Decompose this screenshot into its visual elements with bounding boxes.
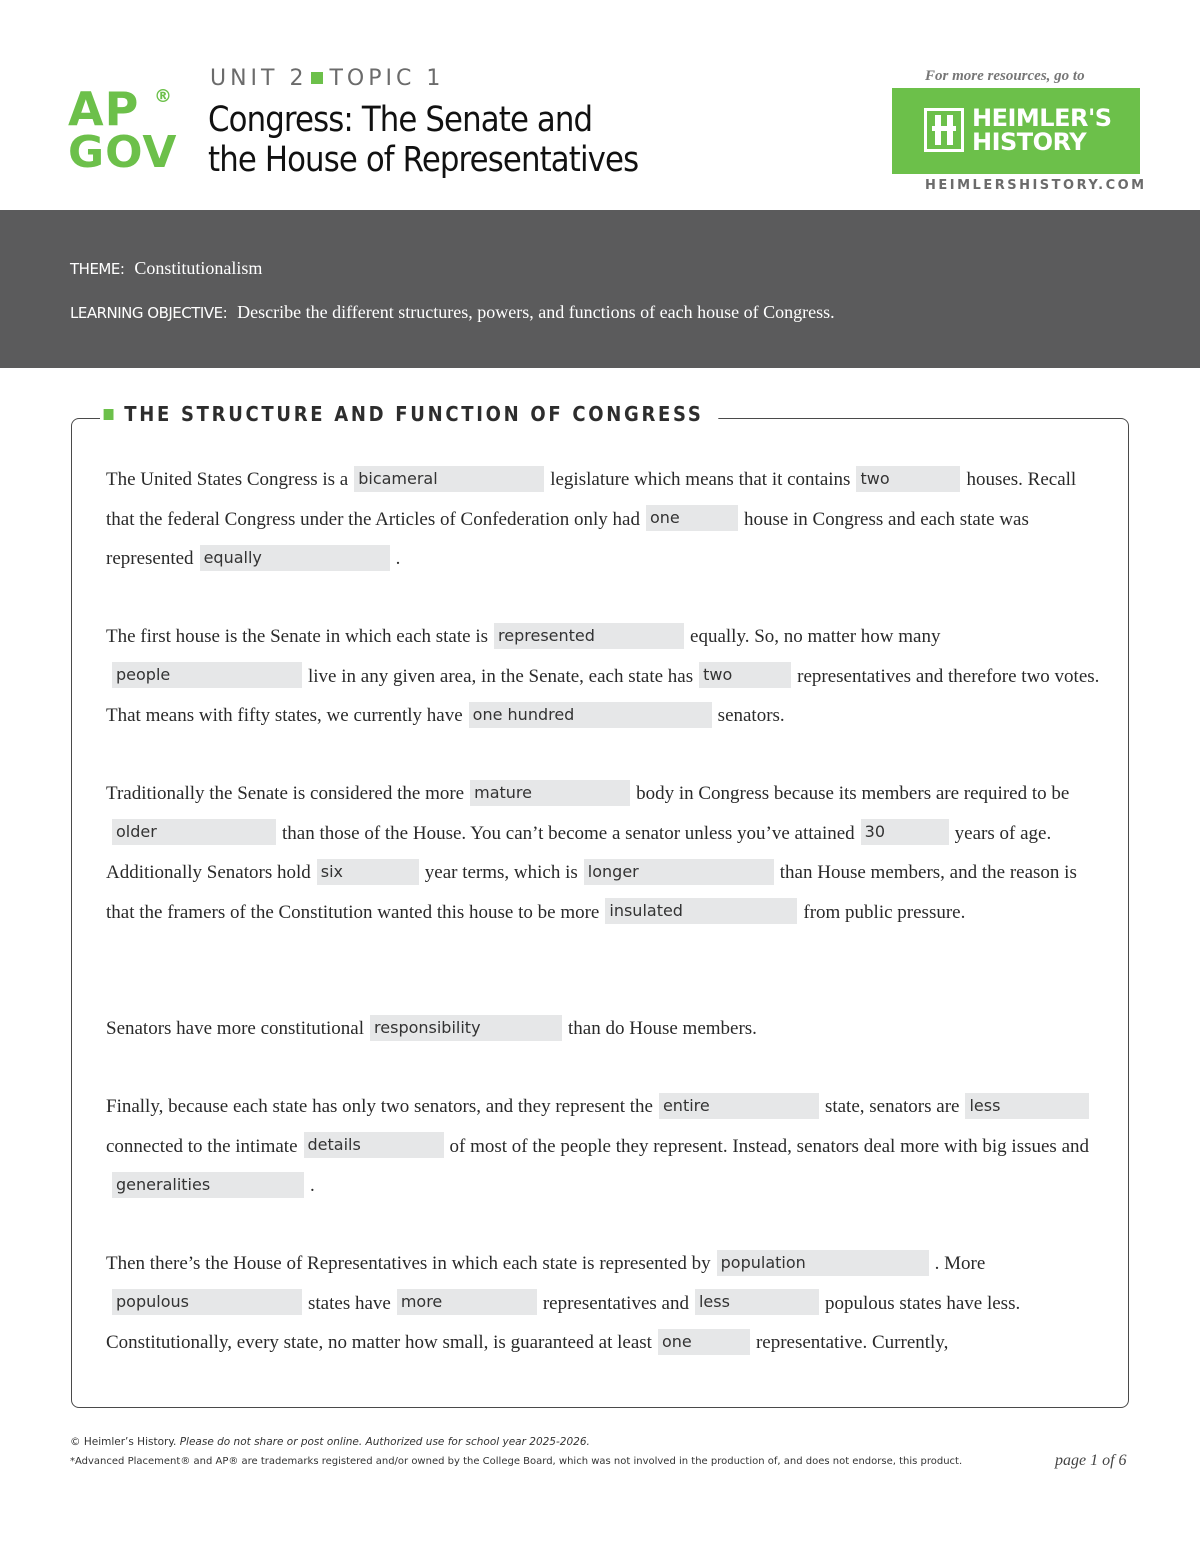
blank-field[interactable]: one — [646, 505, 738, 531]
paragraph-6 — [106, 1244, 1106, 1363]
blank-field[interactable]: insulated — [605, 898, 797, 924]
text: years of age. Additionally Senators hold — [106, 822, 1052, 883]
blank-field[interactable]: entire — [659, 1093, 819, 1119]
text: state, senators are — [824, 1096, 960, 1117]
title-line-1: Congress: The Senate and — [208, 100, 593, 140]
text: house in Congress and each state was represented — [106, 508, 1029, 569]
copyright-text: © Heimler’s History. — [70, 1436, 177, 1448]
text: than House members, and the reason is that the framers of the Constitution wanted this house to be more — [106, 862, 1077, 923]
topic-label: TOPIC 1 — [329, 66, 445, 91]
paragraph-3 — [106, 774, 1106, 932]
footer-copyright — [70, 1436, 590, 1448]
theme-value: Constitutionalism — [134, 258, 263, 278]
text: . — [395, 548, 401, 569]
section-title — [100, 402, 718, 426]
theme-label: THEME: — [70, 260, 125, 278]
blank-field[interactable]: population — [717, 1250, 929, 1276]
text: connected to the intimate — [106, 1135, 298, 1157]
blank-field[interactable]: older — [112, 819, 276, 845]
blank-field[interactable]: populous — [112, 1289, 302, 1315]
footer-trademark: *Advanced Placement® and AP® are trademarks registered and/or owned by the College Board, which was not involved in the production of, and does not endorse, this product. — [70, 1456, 963, 1467]
blank-field[interactable]: two — [699, 662, 791, 688]
text: Then there’s the House of Representatives in which each state is represented by — [106, 1253, 711, 1274]
objective-value: Describe the different structures, powers, and functions of each house of Congress. — [237, 302, 835, 322]
text: than those of the House. You can’t become a senator unless you’ve attained — [282, 822, 855, 844]
notice-text: Please do not share or post online. Authorized use for school year 2025-2026. — [179, 1436, 590, 1448]
text: representatives and — [542, 1292, 689, 1314]
text: equally. So, no matter how many — [690, 626, 941, 647]
blank-field[interactable]: mature — [470, 780, 630, 806]
theme-row — [70, 258, 262, 279]
paragraph-5 — [106, 1087, 1106, 1206]
text: populous states have less. Constitutionally, every state, no matter how small, is guaranteed at least — [106, 1292, 1021, 1353]
blank-field[interactable]: 30 — [861, 819, 949, 845]
resources-label: For more resources, go to — [925, 68, 1085, 84]
text: representatives and therefore two votes. That means with fifty states, we currently have — [106, 665, 1100, 726]
text: from public pressure. — [803, 901, 966, 923]
blank-field[interactable]: bicameral — [354, 466, 544, 492]
page-title — [208, 100, 638, 180]
blank-field[interactable]: equally — [200, 545, 390, 571]
square-icon — [104, 409, 114, 420]
unit-topic — [210, 66, 444, 91]
objective-row — [70, 302, 835, 323]
brand-line-2: HISTORY — [972, 128, 1087, 156]
blank-field[interactable]: people — [112, 662, 302, 688]
section-title-text: THE STRUCTURE AND FUNCTION OF CONGRESS — [124, 402, 704, 426]
blank-field[interactable]: one — [658, 1329, 750, 1355]
blank-field[interactable]: less — [695, 1289, 819, 1315]
text: than do House members. — [568, 1018, 757, 1039]
paragraph-2 — [106, 617, 1106, 736]
text: legislature which means that it contains — [550, 469, 851, 490]
brand-name — [972, 106, 1112, 154]
blank-field[interactable]: details — [304, 1132, 444, 1158]
logo-reg: ® — [154, 86, 173, 107]
text: representative. Currently, — [755, 1332, 949, 1353]
website-link[interactable]: HEIMLERSHISTORY.COM — [925, 178, 1147, 193]
blank-field[interactable]: more — [397, 1289, 537, 1315]
blank-field[interactable]: less — [965, 1093, 1089, 1119]
logo-gov: GOV — [68, 126, 178, 178]
text: . — [310, 1175, 315, 1196]
h-logo-bar — [932, 126, 956, 131]
text: senators. — [717, 705, 785, 726]
text: year terms, which is — [424, 862, 578, 883]
theme-band — [0, 210, 1200, 368]
brand-line-1: HEIMLER'S — [972, 104, 1112, 132]
text: states have — [308, 1292, 391, 1314]
objective-label: LEARNING OBJECTIVE: — [70, 304, 228, 322]
blank-field[interactable]: represented — [494, 623, 684, 649]
ap-gov-logo — [68, 82, 198, 178]
text: Senators have more constitutional — [106, 1018, 365, 1039]
blank-field[interactable]: six — [317, 859, 419, 885]
text: live in any given area, in the Senate, each state has — [308, 665, 694, 687]
blank-field[interactable]: two — [856, 466, 960, 492]
paragraph-4 — [106, 1009, 1106, 1049]
blank-field[interactable]: responsibility — [370, 1015, 562, 1041]
logo-ap: AP — [68, 82, 140, 136]
text: The United States Congress is a — [106, 469, 349, 490]
square-icon — [311, 72, 323, 84]
unit-label: UNIT 2 — [210, 66, 308, 91]
blank-field[interactable]: generalities — [112, 1172, 304, 1198]
text: The first house is the Senate in which each state is — [106, 626, 489, 647]
text: of most of the people they represent. Instead, senators deal more with big issues and — [449, 1135, 1090, 1157]
blank-field[interactable]: longer — [584, 859, 774, 885]
page-number: page 1 of 6 — [1055, 1452, 1127, 1469]
heimlers-history-logo[interactable] — [892, 88, 1140, 174]
title-line-2: the House of Representatives — [208, 140, 639, 180]
paragraph-1 — [106, 460, 1106, 579]
text: . More — [934, 1253, 986, 1274]
text: Finally, because each state has only two senators, and they represent the — [106, 1096, 653, 1117]
text: Traditionally the Senate is considered the more — [106, 783, 465, 804]
text: houses. Recall that the federal Congress under the Articles of Confederation only had — [106, 469, 1077, 530]
text: body in Congress because its members are required to be — [636, 783, 1070, 804]
blank-field[interactable]: one hundred — [469, 702, 712, 728]
